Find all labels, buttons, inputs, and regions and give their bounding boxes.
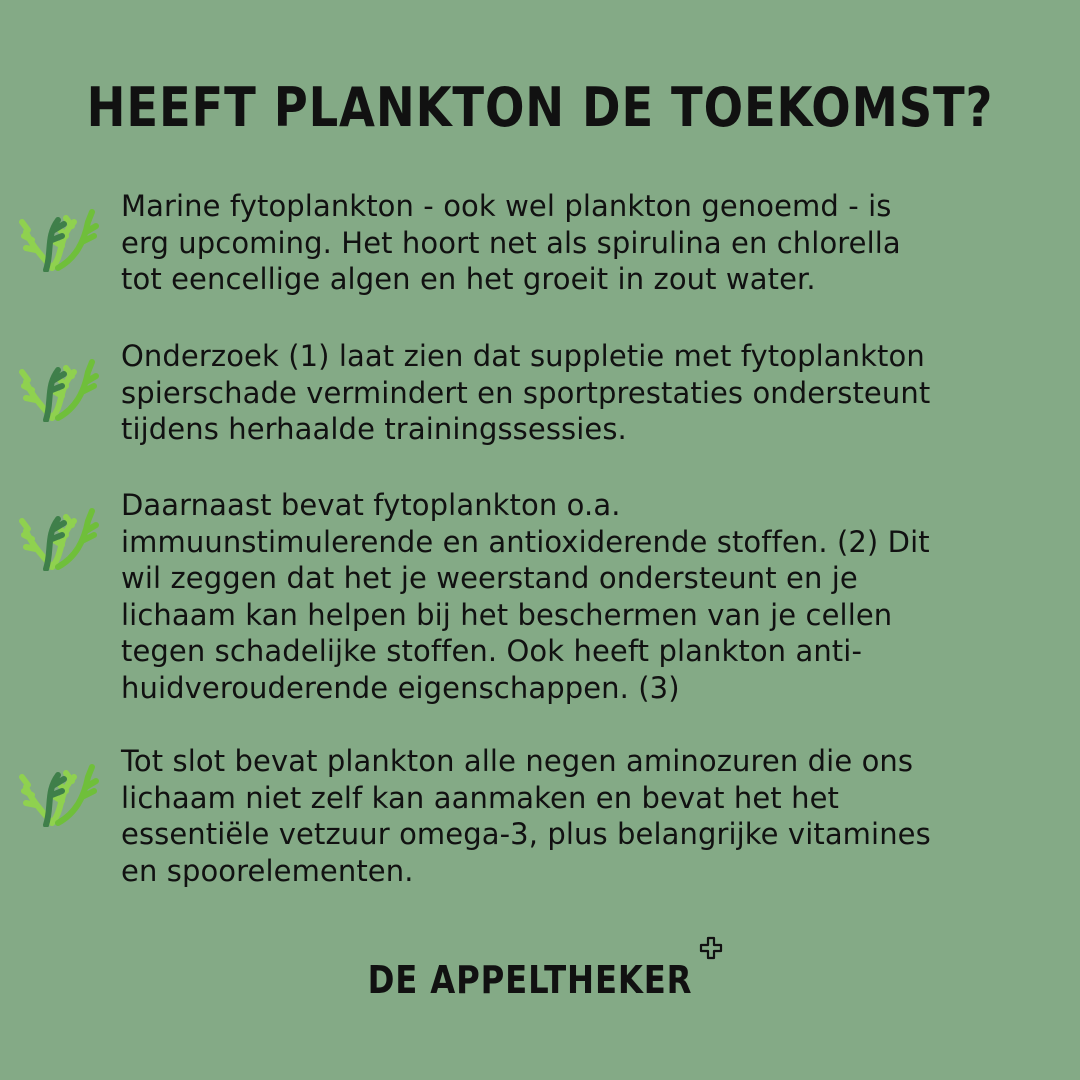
- seaweed-icon: [18, 192, 100, 272]
- paragraph-text: Daarnaast bevat fytoplankton o.a. immuunstimulerende en antioxiderende stoffen. (2) Dit wil zeggen dat het je weerstand ondersteunt en je lichaam kan helpen bij het beschermen van je cellen tegen schadelijke stoffen. Ook heeft plankton anti- huidverouderende eigenschappen. (3): [121, 488, 930, 705]
- page-title: HEEFT PLANKTON DE TOEKOMST?: [86, 76, 994, 139]
- seaweed-icon: [18, 342, 100, 422]
- seaweed-icon: [18, 491, 100, 571]
- seaweed-icon: [18, 747, 100, 827]
- brand-logo: [0, 952, 1080, 1008]
- paragraph-text: Marine fytoplankton - ook wel plankton genoemd - is erg upcoming. Het hoort net als spirulina en chlorella tot eencellige algen en het groeit in zout water.: [121, 189, 901, 296]
- paragraph-text: Onderzoek (1) laat zien dat suppletie met fytoplankton spierschade vermindert en sportprestaties ondersteunt tijdens herhaalde trainingssessies.: [121, 339, 931, 446]
- paragraph-text: Tot slot bevat plankton alle negen aminozuren die ons lichaam niet zelf kan aanmaken en bevat het het essentiële vetzuur omega-3, plus belangrijke vitamines en spoorelementen.: [121, 744, 931, 888]
- brand-name: DE APPELTHEKER: [367, 958, 693, 1002]
- plus-icon: [699, 936, 723, 960]
